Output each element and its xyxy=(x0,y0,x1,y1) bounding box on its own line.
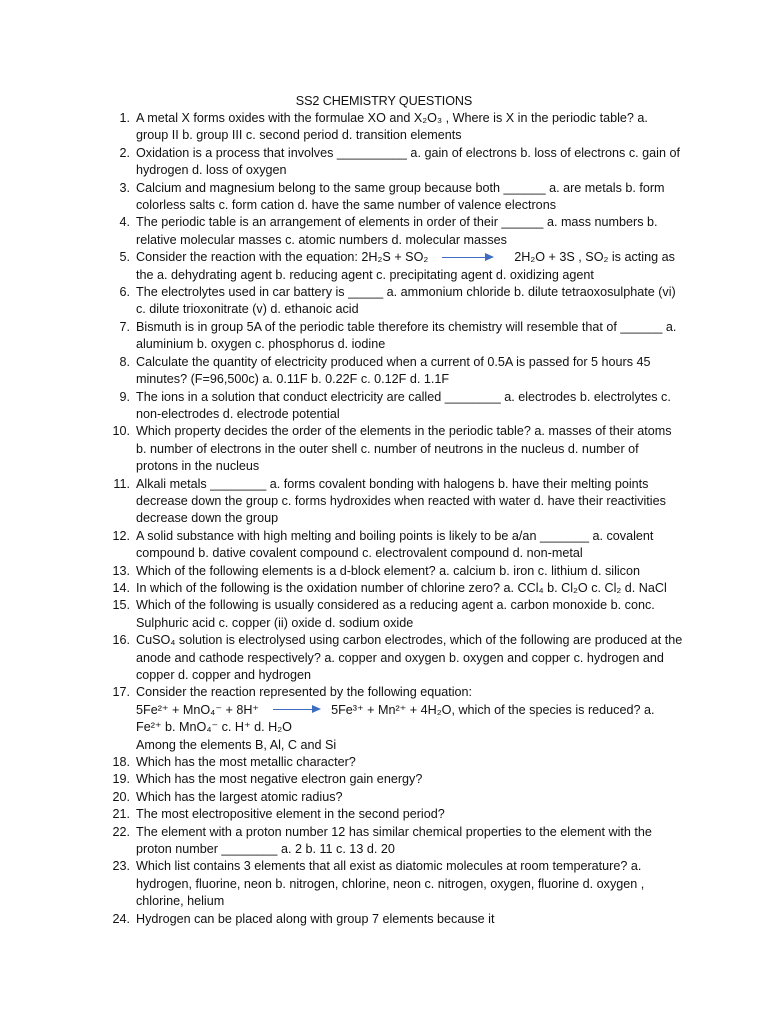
question-number: 20 . xyxy=(108,789,130,806)
question-10 xyxy=(108,423,683,475)
question-number: 19 . xyxy=(108,771,130,788)
question-text: Which has the most metallic character? xyxy=(136,755,356,770)
question-number: 13 . xyxy=(108,563,130,580)
question-number: 23 . xyxy=(108,858,130,875)
question-number: 24 . xyxy=(108,911,130,928)
question-number: 18 . xyxy=(108,754,130,771)
question-18 xyxy=(108,754,683,771)
question-15 xyxy=(108,597,683,632)
question-intro: Consider the reaction represented by the following equation: xyxy=(136,685,473,700)
question-text: In which of the following is the oxidation number of chlorine zero? a. CCl₄ b. Cl₂O c. Cl₂ d. NaCl xyxy=(136,580,667,595)
question-number: 10 . xyxy=(108,423,130,440)
question-text: Which of the following elements is a d-block element? a. calcium b. iron c. lithium d. silicon xyxy=(136,563,640,578)
question-text: Which list contains 3 elements that all exist as diatomic molecules at room temperature? a. hydrogen, fluorine, neon b. nitrogen, chlorine, neon c. nitrogen, oxygen, fluorine d. oxygen , chlorine, helium xyxy=(136,859,645,909)
equation-rhs: 5Fe³⁺ + Mn²⁺ + 4H₂O, which of the species is reduced? a. Fe²⁺ b. MnO₄⁻ c. H⁺ d. H₂O xyxy=(136,702,655,735)
question-number: 8 . xyxy=(108,354,130,371)
group-intro: Among the elements B, Al, C and Si xyxy=(136,737,337,752)
question-text: Calcium and magnesium belong to the same group because both ______ a. are metals b. form colorless salts c. form cation d. have the same number of valence electrons xyxy=(136,180,665,213)
question-14 xyxy=(108,580,683,597)
question-number: 17 . xyxy=(108,684,130,701)
question-text: Hydrogen can be placed along with group 7 elements because it xyxy=(136,911,495,926)
question-number: 16 . xyxy=(108,632,130,649)
question-text: Which has the most negative electron gain energy? xyxy=(136,772,423,787)
question-19 xyxy=(108,771,683,788)
question-text: The electrolytes used in car battery is _____ a. ammonium chloride b. dilute tetraoxosulphate (vi) c. dilute trioxonitrate (v) d. ethanoic acid xyxy=(136,285,676,317)
equation-lhs: 5Fe²⁺ + MnO₄⁻ + 8H⁺ xyxy=(136,702,260,717)
question-number: 11 . xyxy=(108,476,130,493)
question-12 xyxy=(108,528,683,563)
question-number: 14 . xyxy=(108,580,130,597)
question-text: The ions in a solution that conduct electricity are called ________ a. electrodes b. electrolytes c. non-electrodes d. electrode potential xyxy=(136,389,671,421)
question-text: Oxidation is a process that involves __________ a. gain of electrons b. loss of electrons c. gain of hydrogen d. loss of oxygen xyxy=(136,145,680,178)
question-text: The element with a proton number 12 has similar chemical properties to the element with the proton number ________ a. 2 b. 11 c. 13 d. 20 xyxy=(136,824,652,857)
question-text: Calculate the quantity of electricity produced when a current of 0.5A is passed for 5 hours 45 minutes? (F=96,500c) a. 0.11F b. 0.22F c. 0.12F d. 1.1F xyxy=(136,354,651,387)
question-22 xyxy=(108,824,683,859)
question-number: 22 . xyxy=(108,824,130,841)
question-2 xyxy=(108,145,683,180)
question-4 xyxy=(108,214,683,249)
question-number: 3 . xyxy=(108,180,130,197)
question-8 xyxy=(108,354,683,389)
question-number: 6 . xyxy=(108,284,130,301)
equation-lhs: Consider the reaction with the equation: 2H₂S + SO₂ xyxy=(136,250,429,265)
question-text: Bismuth is in group 5A of the periodic table therefore its chemistry will resemble that of ______ a. aluminium b. oxygen c. phosphorus d. iodine xyxy=(136,319,677,352)
page-title: SS2 CHEMISTRY QUESTIONS xyxy=(295,94,473,108)
question-number: 15 . xyxy=(108,597,130,614)
question-text: Which of the following is usually considered as a reducing agent a. carbon monoxide b. conc. Sulphuric acid c. copper (ii) oxide d. sodium oxide xyxy=(136,598,655,630)
question-13 xyxy=(108,563,683,580)
equation-rhs: 2H₂O + 3S , SO₂ is acting as the a. dehydrating agent b. reducing agent c. precipitating agent d. oxidizing agent xyxy=(136,250,675,282)
question-21 xyxy=(108,806,683,823)
question-number: 5 . xyxy=(108,249,130,266)
question-20 xyxy=(108,789,683,806)
question-7 xyxy=(108,319,683,354)
reaction-arrow-icon xyxy=(442,257,494,259)
question-text: Which property decides the order of the elements in the periodic table? a. masses of their atoms b. number of electrons in the outer shell c. number of neutrons in the nucleus d. number of protons in the nucleus xyxy=(136,424,672,474)
question-number: 4 . xyxy=(108,214,130,231)
question-6 xyxy=(108,284,683,319)
question-text: CuSO₄ solution is electrolysed using carbon electrodes, which of the following are produced at the anode and cathode respectively? a. copper and oxygen b. oxygen and copper c. hydrogen and copper d. copper and hydrogen xyxy=(136,633,683,682)
question-text: Which has the largest atomic radius? xyxy=(136,789,343,804)
question-5 xyxy=(108,249,683,284)
question-number: 2 . xyxy=(108,145,130,162)
question-number: 1 . xyxy=(108,110,130,127)
question-number: 12 . xyxy=(108,528,130,545)
question-16 xyxy=(108,632,683,684)
question-24 xyxy=(108,911,683,928)
reaction-arrow-icon xyxy=(273,709,321,711)
question-text: A solid substance with high melting and boiling points is likely to be a/an _______ a. covalent compound b. dative covalent compound c. electrovalent compound d. non-metal xyxy=(136,528,654,561)
question-number: 9 . xyxy=(108,389,130,406)
question-9 xyxy=(108,389,683,424)
question-text: The most electropositive element in the second period? xyxy=(136,807,445,822)
question-1 xyxy=(108,110,683,145)
question-text: A metal X forms oxides with the formulae XO and X₂O₃ , Where is X in the periodic table? a. group II b. group III c. second period d. transition elements xyxy=(136,111,648,143)
question-17 xyxy=(108,684,683,736)
question-11 xyxy=(108,476,683,528)
question-number: 21 . xyxy=(108,806,130,823)
question-text: Alkali metals ________ a. forms covalent bonding with halogens b. have their melting points decrease down the group c. forms hydroxides when reacted with water d. have their reactivities decrease down the group xyxy=(136,476,666,526)
question-text: The periodic table is an arrangement of elements in order of their ______ a. mass numbers b. relative molecular masses c. atomic numbers d. molecular masses xyxy=(136,215,658,247)
question-23 xyxy=(108,858,683,910)
question-3 xyxy=(108,180,683,215)
question-list xyxy=(108,110,683,928)
question-number: 7 . xyxy=(108,319,130,336)
